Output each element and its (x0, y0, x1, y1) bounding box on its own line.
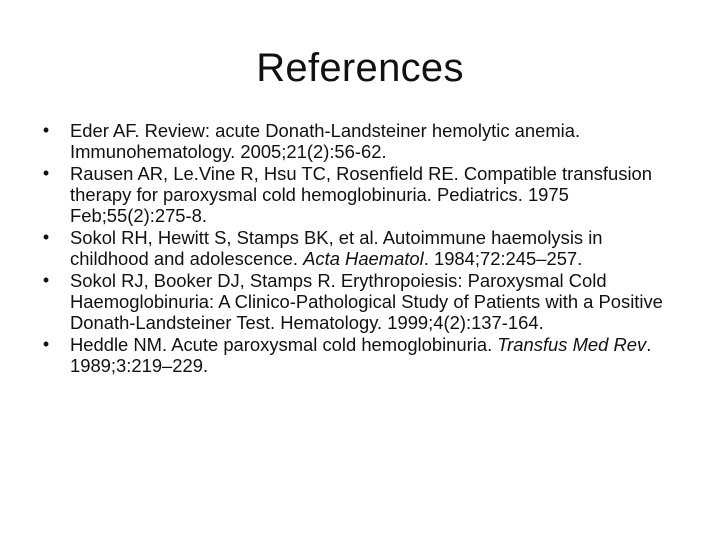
reference-list (36, 120, 672, 377)
bullet-icon: • (42, 334, 50, 354)
reference-text: Sokol RH, Hewitt S, Stamps BK, et al. Autoimmune haemolysis in childhood and adolescence. Acta Haematol. 1984;72:245–257. (70, 227, 603, 269)
reference-text: Rausen AR, Le.Vine R, Hsu TC, Rosenfield RE. Compatible transfusion therapy for paroxysmal cold hemoglobinuria. Pediatrics. 1975 Feb;55(2):275-8. (70, 163, 652, 226)
slide-title: References (256, 46, 464, 90)
journal-name: Transfus Med Rev (497, 334, 647, 355)
reference-item (36, 227, 672, 269)
reference-item (36, 120, 672, 162)
bullet-icon: • (42, 120, 50, 140)
bullet-icon: • (42, 270, 50, 290)
bullet-icon: • (42, 227, 50, 247)
reference-item (36, 163, 672, 226)
reference-item (36, 334, 672, 376)
reference-item (36, 270, 672, 333)
reference-text: Eder AF. Review: acute Donath-Landsteiner hemolytic anemia. Immunohematology. 2005;21(2):56-62. (70, 120, 581, 162)
reference-text: Heddle NM. Acute paroxysmal cold hemoglobinuria. Transfus Med Rev. 1989;3:219–229. (70, 334, 652, 376)
reference-text: Sokol RJ, Booker DJ, Stamps R. Erythropoiesis: Paroxysmal Cold Haemoglobinuria: A Clinico-Pathological Study of Patients with a Positive Donath-Landsteiner Test. Hematology. 1999;4(2):137-164. (70, 270, 663, 333)
journal-name: Acta Haematol (303, 248, 424, 269)
bullet-icon: • (42, 163, 50, 183)
